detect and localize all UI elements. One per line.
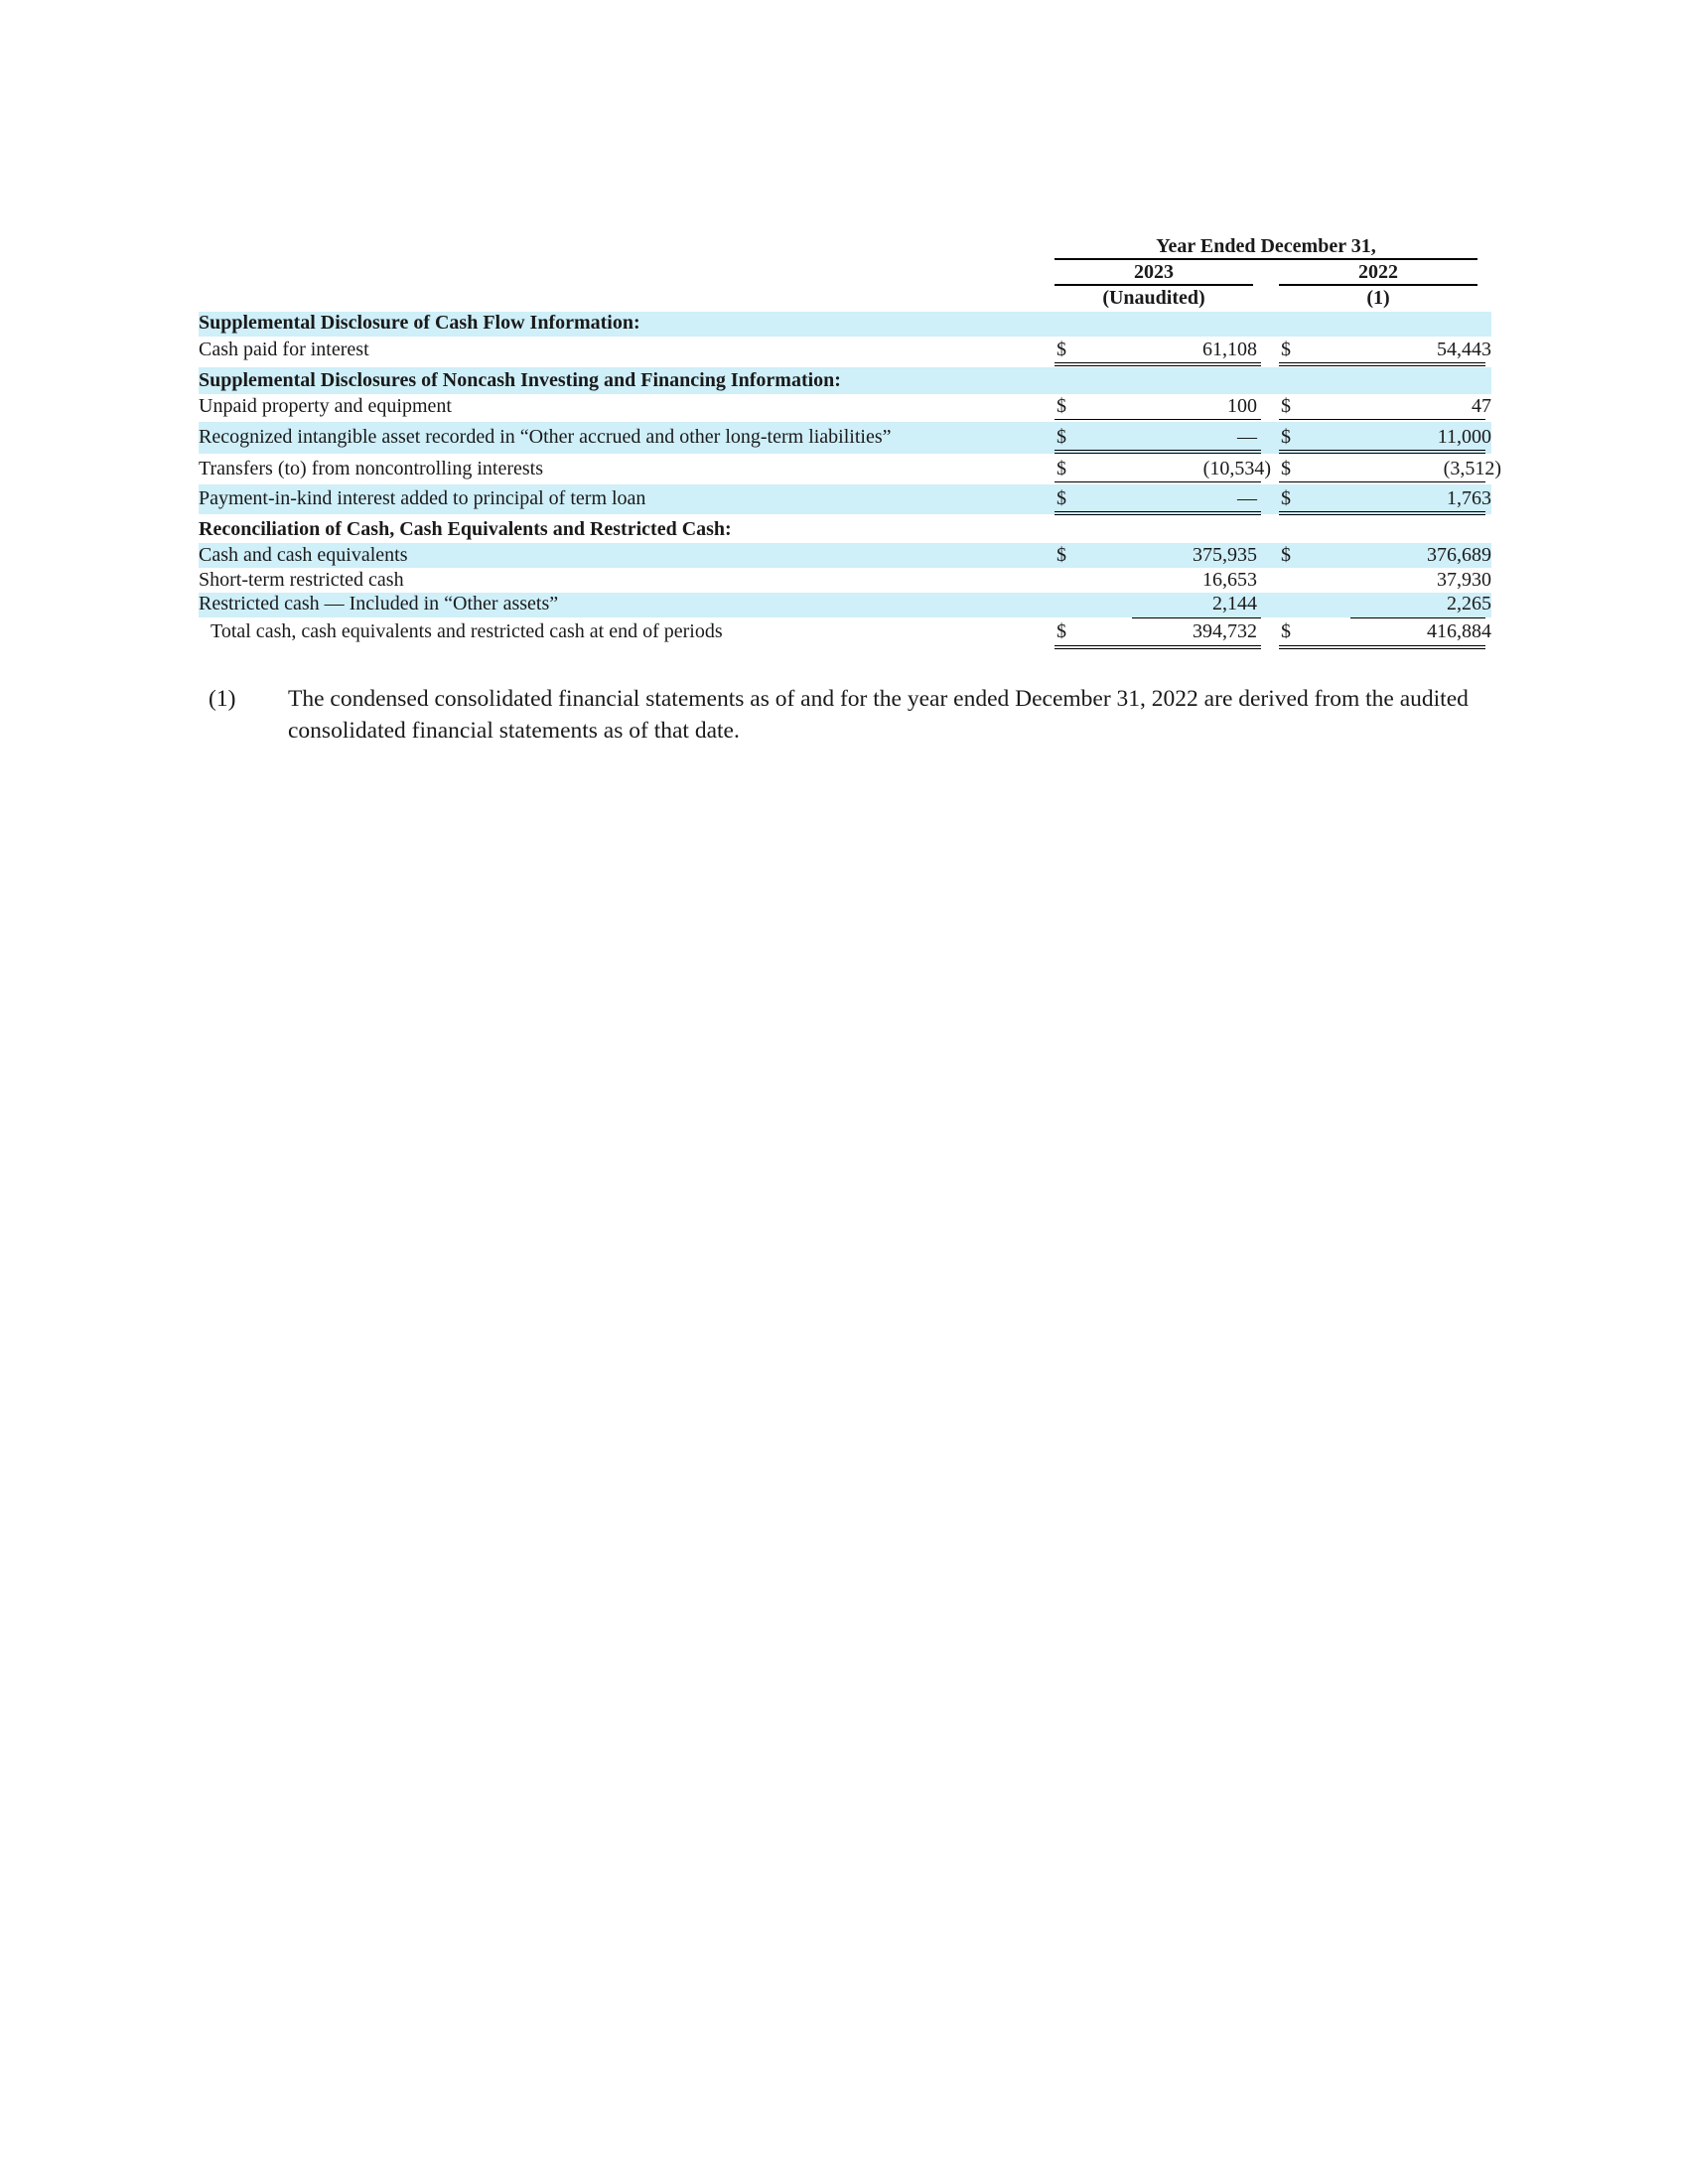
double-underline	[1055, 362, 1261, 366]
value-2023: (10,534)	[1202, 458, 1271, 479]
value-2023: 375,935	[1193, 544, 1257, 566]
table-row-cash-equivalents	[199, 543, 1491, 568]
row-label: Payment-in-kind interest added to principal of term loan	[199, 487, 646, 509]
value-2023: 394,732	[1193, 620, 1257, 642]
section-label: Supplemental Disclosure of Cash Flow Information:	[199, 312, 640, 334]
section-header-cash-flow-info	[199, 312, 1491, 337]
dollar-sign: $	[1281, 620, 1291, 642]
row-label: Recognized intangible asset recorded in “Other accrued and other long-term liabilities”	[199, 426, 892, 448]
value-2022: (3,512)	[1443, 458, 1501, 479]
row-label: Cash paid for interest	[199, 339, 369, 360]
table-row-intangible-asset	[199, 422, 1491, 454]
column-note-footnote-ref: (1)	[1366, 287, 1390, 309]
dollar-sign: $	[1056, 487, 1066, 509]
dollar-sign: $	[1056, 544, 1066, 566]
section-label: Reconciliation of Cash, Cash Equivalents and Restricted Cash:	[199, 518, 732, 540]
value-2022: 37,930	[1437, 569, 1491, 591]
total-overline	[1350, 617, 1485, 618]
value-2022: 54,443	[1437, 339, 1491, 360]
row-label: Total cash, cash equivalents and restricted cash at end of periods	[211, 620, 723, 642]
table-row-pik-interest	[199, 484, 1491, 514]
column-group-header: Year Ended December 31,	[1055, 234, 1477, 260]
value-2022: 47	[1472, 395, 1491, 417]
dollar-sign: $	[1281, 544, 1291, 566]
row-label: Cash and cash equivalents	[199, 544, 408, 566]
row-label: Short-term restricted cash	[199, 569, 404, 591]
value-2022: 11,000	[1437, 426, 1491, 448]
value-2023: —	[1237, 426, 1257, 448]
double-underline	[1279, 362, 1485, 366]
row-label: Transfers (to) from noncontrolling interests	[199, 458, 543, 479]
dollar-sign: $	[1056, 339, 1066, 360]
double-underline	[1055, 645, 1261, 649]
section-label: Supplemental Disclosures of Noncash Investing and Financing Information:	[199, 369, 841, 391]
table-row-transfers-nci	[199, 454, 1501, 484]
dollar-sign: $	[1056, 426, 1066, 448]
value-2022: 416,884	[1427, 620, 1491, 642]
row-label: Restricted cash — Included in “Other assets”	[199, 593, 559, 614]
dollar-sign: $	[1056, 395, 1066, 417]
value-2023: 100	[1227, 395, 1257, 417]
column-header-2023: 2023	[1055, 260, 1253, 286]
dollar-sign: $	[1281, 395, 1291, 417]
value-2023: 16,653	[1202, 569, 1257, 591]
dollar-sign: $	[1056, 458, 1066, 479]
column-header-2022: 2022	[1279, 260, 1477, 286]
footnote-marker: (1)	[209, 686, 236, 712]
value-2023: —	[1237, 487, 1257, 509]
dollar-sign: $	[1281, 426, 1291, 448]
table-row-total-cash	[199, 617, 1491, 649]
row-label: Unpaid property and equipment	[199, 395, 452, 417]
dollar-sign: $	[1056, 620, 1066, 642]
dollar-sign: $	[1281, 339, 1291, 360]
column-note-unaudited: (Unaudited)	[1102, 287, 1205, 309]
dollar-sign: $	[1281, 458, 1291, 479]
value-2023: 2,144	[1212, 593, 1257, 614]
table-row-short-term-restricted	[199, 568, 1491, 593]
value-2022: 2,265	[1447, 593, 1491, 614]
double-underline	[1279, 645, 1485, 649]
dollar-sign: $	[1281, 487, 1291, 509]
footnote-text: The condensed consolidated financial statements as of and for the year ended December 31, 2022 are derived from the audited consolidated financial statements as of that date.	[288, 686, 1469, 744]
value-2022: 1,763	[1447, 487, 1491, 509]
section-header-reconciliation	[199, 514, 1491, 542]
section-header-noncash-info	[199, 367, 1491, 394]
table-row-unpaid-ppe	[199, 394, 1491, 422]
value-2022: 376,689	[1427, 544, 1491, 566]
value-2023: 61,108	[1202, 339, 1257, 360]
table-row-cash-paid-interest	[199, 337, 1491, 367]
total-overline	[1132, 617, 1261, 618]
table-row-restricted-other-assets	[199, 593, 1491, 617]
